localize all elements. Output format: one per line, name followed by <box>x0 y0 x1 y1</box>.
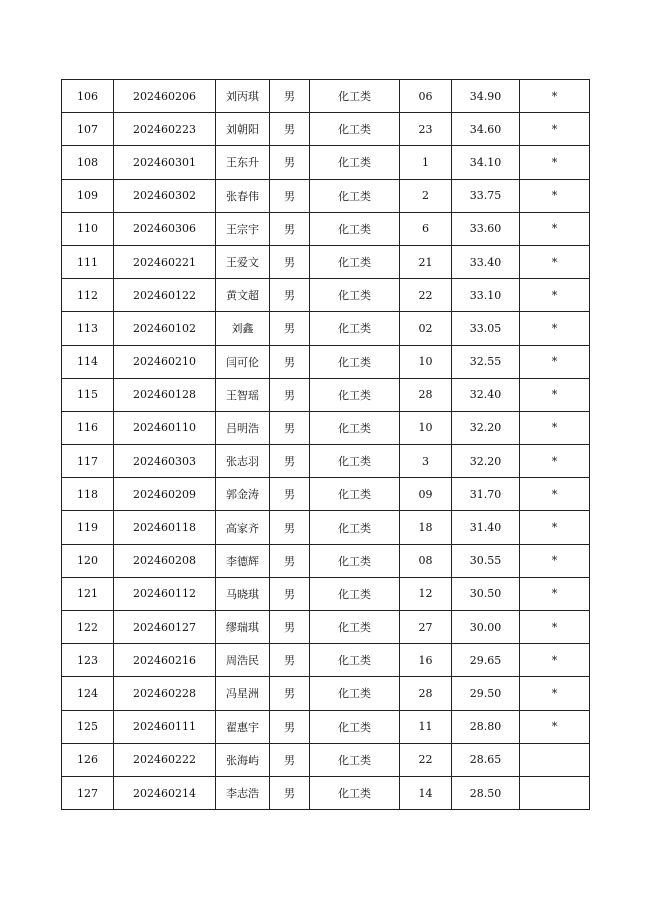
gender-cell: 男 <box>270 445 310 478</box>
table-row <box>62 577 590 610</box>
candidate-id-cell: 202460102 <box>114 312 216 345</box>
class-code-cell: 18 <box>400 511 452 544</box>
score-cell: 32.55 <box>452 345 520 378</box>
row-number-cell: 114 <box>62 345 114 378</box>
qualified-mark-cell: * <box>520 445 590 478</box>
gender-cell: 男 <box>270 611 310 644</box>
row-number-cell: 115 <box>62 378 114 411</box>
candidate-id-cell: 202460228 <box>114 677 216 710</box>
score-cell: 33.10 <box>452 279 520 312</box>
class-code-cell: 12 <box>400 577 452 610</box>
class-code-cell: 08 <box>400 544 452 577</box>
gender-cell: 男 <box>270 544 310 577</box>
major-category-cell: 化工类 <box>310 80 400 113</box>
qualified-mark-cell: * <box>520 644 590 677</box>
gender-cell: 男 <box>270 80 310 113</box>
candidate-id-cell: 202460222 <box>114 743 216 776</box>
table-row <box>62 743 590 776</box>
candidate-id-cell: 202460303 <box>114 445 216 478</box>
table-row <box>62 776 590 809</box>
major-category-cell: 化工类 <box>310 577 400 610</box>
score-cell: 29.50 <box>452 677 520 710</box>
class-code-cell: 21 <box>400 245 452 278</box>
row-number-cell: 110 <box>62 212 114 245</box>
table-row <box>62 212 590 245</box>
score-cell: 32.20 <box>452 411 520 444</box>
class-code-cell: 02 <box>400 312 452 345</box>
class-code-cell: 10 <box>400 411 452 444</box>
gender-cell: 男 <box>270 677 310 710</box>
qualified-mark-cell: * <box>520 279 590 312</box>
candidate-id-cell: 202460206 <box>114 80 216 113</box>
class-code-cell: 28 <box>400 378 452 411</box>
qualified-mark-cell: * <box>520 411 590 444</box>
score-cell: 32.20 <box>452 445 520 478</box>
row-number-cell: 118 <box>62 478 114 511</box>
gender-cell: 男 <box>270 345 310 378</box>
table-row <box>62 677 590 710</box>
results-table <box>61 79 590 810</box>
qualified-mark-cell: * <box>520 378 590 411</box>
qualified-mark-cell: * <box>520 511 590 544</box>
gender-cell: 男 <box>270 312 310 345</box>
qualified-mark-cell: * <box>520 577 590 610</box>
table-row <box>62 245 590 278</box>
major-category-cell: 化工类 <box>310 478 400 511</box>
score-cell: 31.70 <box>452 478 520 511</box>
row-number-cell: 123 <box>62 644 114 677</box>
table-row <box>62 411 590 444</box>
candidate-name-cell: 王宗宇 <box>216 212 270 245</box>
class-code-cell: 6 <box>400 212 452 245</box>
table-row <box>62 80 590 113</box>
qualified-mark-cell <box>520 743 590 776</box>
class-code-cell: 16 <box>400 644 452 677</box>
candidate-id-cell: 202460214 <box>114 776 216 809</box>
score-cell: 29.65 <box>452 644 520 677</box>
qualified-mark-cell: * <box>520 710 590 743</box>
table-row <box>62 611 590 644</box>
qualified-mark-cell: * <box>520 146 590 179</box>
qualified-mark-cell: * <box>520 312 590 345</box>
gender-cell: 男 <box>270 644 310 677</box>
gender-cell: 男 <box>270 776 310 809</box>
table-row <box>62 146 590 179</box>
qualified-mark-cell: * <box>520 345 590 378</box>
class-code-cell: 14 <box>400 776 452 809</box>
class-code-cell: 2 <box>400 179 452 212</box>
major-category-cell: 化工类 <box>310 743 400 776</box>
candidate-name-cell: 张春伟 <box>216 179 270 212</box>
score-cell: 34.60 <box>452 113 520 146</box>
candidate-name-cell: 郭金涛 <box>216 478 270 511</box>
row-number-cell: 111 <box>62 245 114 278</box>
table-row <box>62 544 590 577</box>
class-code-cell: 23 <box>400 113 452 146</box>
candidate-name-cell: 李德辉 <box>216 544 270 577</box>
score-cell: 33.75 <box>452 179 520 212</box>
qualified-mark-cell: * <box>520 544 590 577</box>
table-row <box>62 445 590 478</box>
candidate-id-cell: 202460127 <box>114 611 216 644</box>
score-cell: 34.10 <box>452 146 520 179</box>
row-number-cell: 127 <box>62 776 114 809</box>
major-category-cell: 化工类 <box>310 677 400 710</box>
class-code-cell: 1 <box>400 146 452 179</box>
major-category-cell: 化工类 <box>310 179 400 212</box>
candidate-name-cell: 马晓琪 <box>216 577 270 610</box>
gender-cell: 男 <box>270 245 310 278</box>
candidate-id-cell: 202460209 <box>114 478 216 511</box>
qualified-mark-cell <box>520 776 590 809</box>
table-row <box>62 279 590 312</box>
gender-cell: 男 <box>270 478 310 511</box>
candidate-id-cell: 202460112 <box>114 577 216 610</box>
gender-cell: 男 <box>270 577 310 610</box>
score-cell: 28.65 <box>452 743 520 776</box>
candidate-name-cell: 刘朝阳 <box>216 113 270 146</box>
row-number-cell: 106 <box>62 80 114 113</box>
class-code-cell: 22 <box>400 279 452 312</box>
row-number-cell: 121 <box>62 577 114 610</box>
score-cell: 30.00 <box>452 611 520 644</box>
candidate-name-cell: 张海屿 <box>216 743 270 776</box>
major-category-cell: 化工类 <box>310 245 400 278</box>
major-category-cell: 化工类 <box>310 776 400 809</box>
class-code-cell: 06 <box>400 80 452 113</box>
candidate-name-cell: 高家齐 <box>216 511 270 544</box>
score-cell: 30.55 <box>452 544 520 577</box>
row-number-cell: 112 <box>62 279 114 312</box>
major-category-cell: 化工类 <box>310 378 400 411</box>
gender-cell: 男 <box>270 378 310 411</box>
score-cell: 28.50 <box>452 776 520 809</box>
candidate-name-cell: 王东升 <box>216 146 270 179</box>
candidate-name-cell: 缪瑞琪 <box>216 611 270 644</box>
qualified-mark-cell: * <box>520 245 590 278</box>
table-body <box>62 80 590 810</box>
table-row <box>62 378 590 411</box>
major-category-cell: 化工类 <box>310 611 400 644</box>
major-category-cell: 化工类 <box>310 710 400 743</box>
qualified-mark-cell: * <box>520 212 590 245</box>
candidate-id-cell: 202460110 <box>114 411 216 444</box>
gender-cell: 男 <box>270 411 310 444</box>
table-row <box>62 644 590 677</box>
score-cell: 31.40 <box>452 511 520 544</box>
candidate-name-cell: 王智瑶 <box>216 378 270 411</box>
candidate-id-cell: 202460302 <box>114 179 216 212</box>
candidate-id-cell: 202460216 <box>114 644 216 677</box>
gender-cell: 男 <box>270 743 310 776</box>
row-number-cell: 108 <box>62 146 114 179</box>
row-number-cell: 107 <box>62 113 114 146</box>
candidate-id-cell: 202460111 <box>114 710 216 743</box>
candidate-name-cell: 刘丙琪 <box>216 80 270 113</box>
table-row <box>62 345 590 378</box>
major-category-cell: 化工类 <box>310 411 400 444</box>
row-number-cell: 122 <box>62 611 114 644</box>
major-category-cell: 化工类 <box>310 345 400 378</box>
candidate-id-cell: 202460221 <box>114 245 216 278</box>
class-code-cell: 09 <box>400 478 452 511</box>
gender-cell: 男 <box>270 511 310 544</box>
candidate-id-cell: 202460208 <box>114 544 216 577</box>
class-code-cell: 10 <box>400 345 452 378</box>
candidate-id-cell: 202460128 <box>114 378 216 411</box>
qualified-mark-cell: * <box>520 611 590 644</box>
qualified-mark-cell: * <box>520 113 590 146</box>
major-category-cell: 化工类 <box>310 445 400 478</box>
row-number-cell: 125 <box>62 710 114 743</box>
row-number-cell: 117 <box>62 445 114 478</box>
candidate-name-cell: 吕明浩 <box>216 411 270 444</box>
qualified-mark-cell: * <box>520 80 590 113</box>
major-category-cell: 化工类 <box>310 212 400 245</box>
gender-cell: 男 <box>270 212 310 245</box>
row-number-cell: 124 <box>62 677 114 710</box>
score-cell: 30.50 <box>452 577 520 610</box>
score-cell: 33.40 <box>452 245 520 278</box>
row-number-cell: 113 <box>62 312 114 345</box>
class-code-cell: 22 <box>400 743 452 776</box>
candidate-id-cell: 202460301 <box>114 146 216 179</box>
class-code-cell: 11 <box>400 710 452 743</box>
class-code-cell: 3 <box>400 445 452 478</box>
major-category-cell: 化工类 <box>310 544 400 577</box>
score-cell: 34.90 <box>452 80 520 113</box>
table-row <box>62 511 590 544</box>
gender-cell: 男 <box>270 279 310 312</box>
table-row <box>62 478 590 511</box>
gender-cell: 男 <box>270 113 310 146</box>
candidate-name-cell: 闫可伦 <box>216 345 270 378</box>
row-number-cell: 120 <box>62 544 114 577</box>
gender-cell: 男 <box>270 710 310 743</box>
major-category-cell: 化工类 <box>310 644 400 677</box>
class-code-cell: 28 <box>400 677 452 710</box>
score-cell: 28.80 <box>452 710 520 743</box>
candidate-name-cell: 张志羽 <box>216 445 270 478</box>
gender-cell: 男 <box>270 179 310 212</box>
row-number-cell: 116 <box>62 411 114 444</box>
candidate-name-cell: 王爱文 <box>216 245 270 278</box>
candidate-name-cell: 周浩民 <box>216 644 270 677</box>
candidate-id-cell: 202460306 <box>114 212 216 245</box>
major-category-cell: 化工类 <box>310 146 400 179</box>
table-row <box>62 312 590 345</box>
major-category-cell: 化工类 <box>310 113 400 146</box>
major-category-cell: 化工类 <box>310 279 400 312</box>
gender-cell: 男 <box>270 146 310 179</box>
score-cell: 33.05 <box>452 312 520 345</box>
qualified-mark-cell: * <box>520 677 590 710</box>
candidate-id-cell: 202460122 <box>114 279 216 312</box>
table-row <box>62 113 590 146</box>
candidate-id-cell: 202460118 <box>114 511 216 544</box>
candidate-name-cell: 翟惠宇 <box>216 710 270 743</box>
candidate-name-cell: 刘鑫 <box>216 312 270 345</box>
row-number-cell: 109 <box>62 179 114 212</box>
table-row <box>62 710 590 743</box>
major-category-cell: 化工类 <box>310 511 400 544</box>
row-number-cell: 126 <box>62 743 114 776</box>
candidate-name-cell: 李志浩 <box>216 776 270 809</box>
qualified-mark-cell: * <box>520 478 590 511</box>
major-category-cell: 化工类 <box>310 312 400 345</box>
qualified-mark-cell: * <box>520 179 590 212</box>
candidate-name-cell: 黄文超 <box>216 279 270 312</box>
table-row <box>62 179 590 212</box>
class-code-cell: 27 <box>400 611 452 644</box>
score-cell: 32.40 <box>452 378 520 411</box>
candidate-id-cell: 202460210 <box>114 345 216 378</box>
candidate-name-cell: 冯星洲 <box>216 677 270 710</box>
candidate-id-cell: 202460223 <box>114 113 216 146</box>
score-cell: 33.60 <box>452 212 520 245</box>
row-number-cell: 119 <box>62 511 114 544</box>
